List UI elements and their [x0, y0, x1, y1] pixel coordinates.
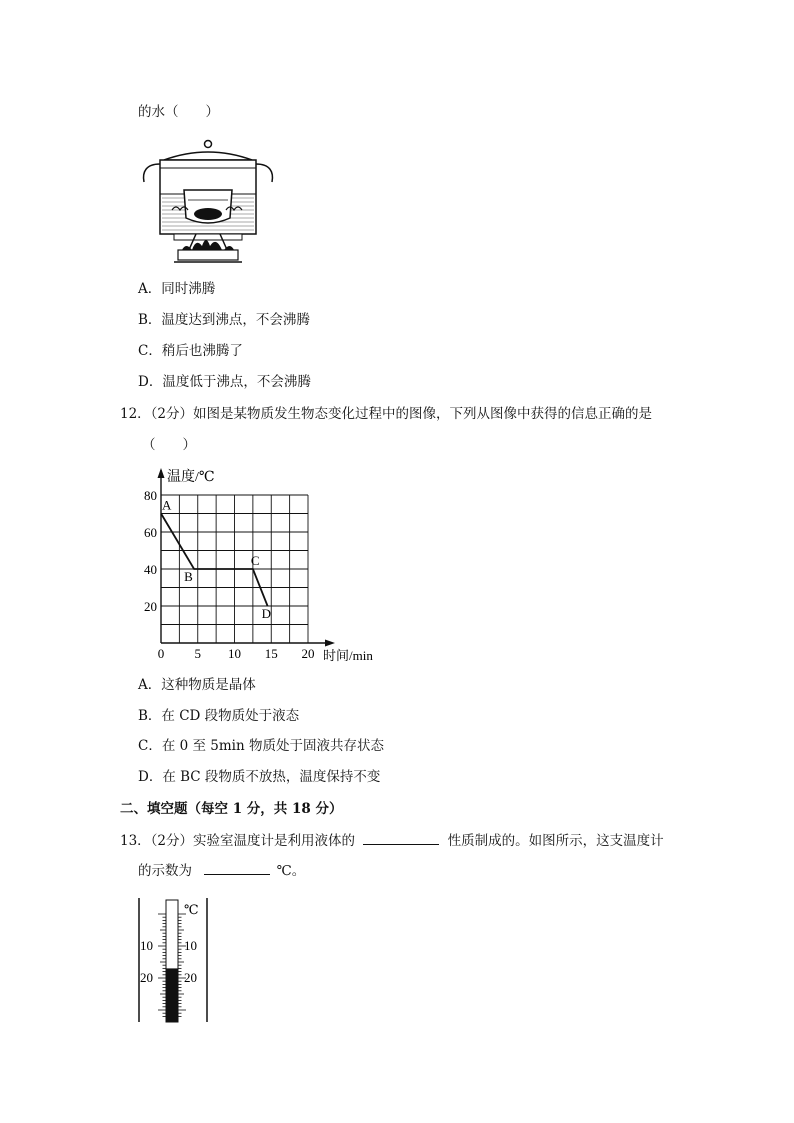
thermometer-right-10: 10 — [184, 938, 197, 953]
x-tick-label: 0 — [157, 646, 165, 661]
x-tick-label: 20 — [301, 646, 315, 661]
point-label-c: C — [250, 553, 260, 568]
y-axis-arrow — [158, 468, 165, 478]
thermometer-left-10: 10 — [140, 938, 153, 953]
q11-option-a: A．同时沸腾 — [138, 281, 216, 297]
x-tick-label: 5 — [194, 646, 201, 661]
point-label-b: B — [184, 569, 193, 584]
q12-option-d: D．在 BC 段物质不放热，温度保持不变 — [138, 769, 381, 785]
q13-stem-start: 13．（2分）实验室温度计是利用液体的 — [120, 833, 356, 849]
thermometer-unit: ℃ — [184, 902, 199, 917]
q12-option-b: B．在 CD 段物质处于液态 — [138, 708, 300, 724]
x-tick-label: 15 — [264, 646, 278, 661]
q12-option-a: A．这种物质是晶体 — [138, 677, 256, 693]
temperature-time-chart — [130, 460, 390, 670]
q12-stem-line2: （ ） — [142, 437, 196, 453]
point-label-a: A — [162, 497, 172, 513]
y-tick-label: 20 — [144, 599, 157, 614]
q13-stem-mid: 性质制成的。如图所示，这支温度计 — [447, 833, 664, 849]
thermometer-left-20: 20 — [140, 970, 153, 985]
q11-option-c: C．稍后也沸腾了 — [138, 343, 243, 359]
q12-stem-line1: 12．（2分）如图是某物质发生物态变化过程中的图像，下列从图像中获得的信息正确的是 — [120, 406, 653, 422]
section-heading: 二、填空题（每空 1 分，共 18 分） — [120, 801, 343, 817]
q13-stem-line2-end: ℃。 — [276, 863, 306, 879]
q11-stem-tail: 的水（ ） — [138, 104, 219, 120]
q11-option-b: B．温度达到沸点，不会沸腾 — [138, 312, 310, 328]
q13-stem-line1 — [120, 832, 664, 850]
q13-blank-1[interactable] — [363, 832, 439, 845]
y-tick-label: 80 — [144, 488, 157, 503]
y-axis-title: 温度/℃ — [167, 470, 215, 485]
q13-stem-line2 — [138, 862, 305, 880]
q13-stem-line2-start: 的示数为 — [138, 863, 192, 879]
x-axis-arrow — [325, 640, 335, 647]
y-tick-label: 40 — [144, 562, 157, 577]
q13-blank-2[interactable] — [204, 862, 270, 875]
thermometer-liquid — [166, 968, 178, 1022]
y-tick-label: 60 — [144, 525, 157, 540]
thermometer-illustration — [134, 896, 214, 1024]
pot-on-burner-illustration — [138, 138, 278, 266]
x-tick-label: 10 — [228, 646, 241, 661]
point-label-d: D — [261, 606, 271, 621]
thermometer-right-20: 20 — [184, 970, 197, 985]
q11-option-d: D．温度低于沸点，不会沸腾 — [138, 374, 311, 390]
q12-option-c: C．在 0 至 5min 物质处于固液共存状态 — [138, 738, 384, 754]
x-axis-title: 时间/min — [323, 648, 373, 663]
